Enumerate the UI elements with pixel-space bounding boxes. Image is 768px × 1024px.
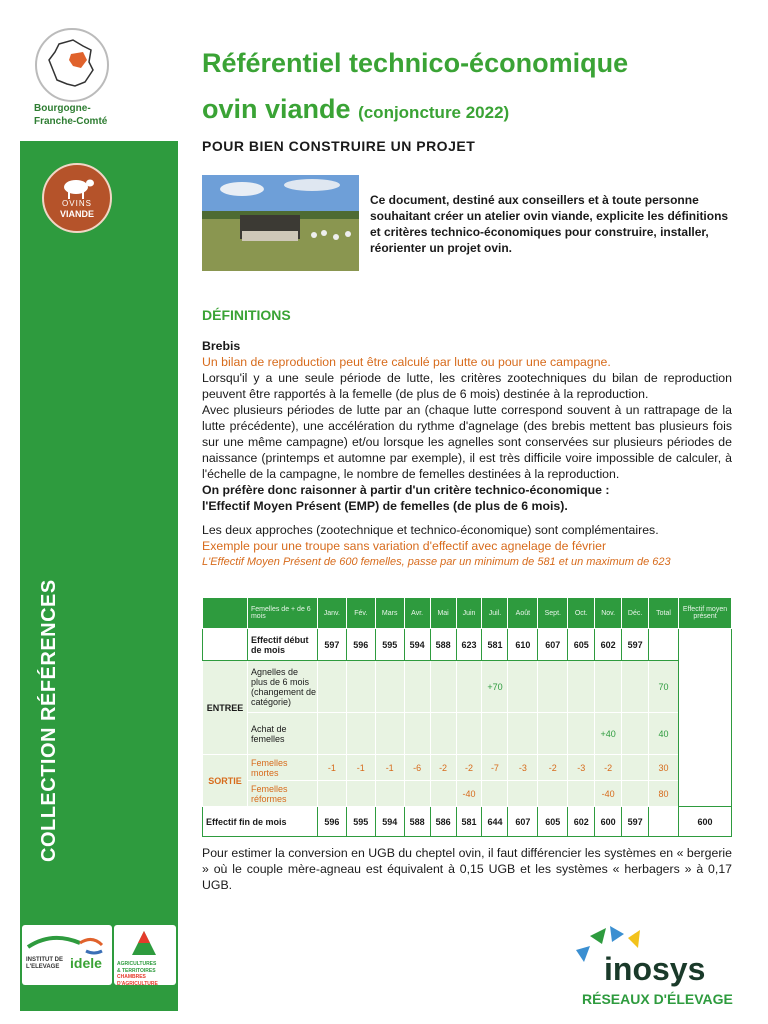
viande-label: VIANDE (59, 209, 94, 219)
definitions-body: Brebis Un bilan de reproduction peut être calculé par lutte ou pour une campagne. Lorsqu'il y a une seule période de lutte, les critères zootechniques du bilan de reproduction peuvent être rapportés à la femelle (de plus de 6 mois) destinée à la reproduction. Avec plusieurs périodes de lutte par an (chaque lutte correspond souvent à un rattrapage de la lutte précédente), une accélération du rythme d'agnelage (des brebis mettent bas plusieurs fois sur une même campagne) et/ou lorsque les agnelles sont conservées sur plusieurs périodes de naissance (printemps et automne par exemple), il est très difficile voire impossible de calculer, à l'échelle de la campagne, le nombre de femelles destinées à la reproduction. On préfère donc raisonner à partir d'un critère technico-économique : l'Effectif Moyen Présent (EMP) de femelles (de plus de 6 mois). Les deux approches (zootechnique et technico-économique) sont complémentaires. Exemple pour une troupe sans variation d'effectif avec agnelage de février L'Effectif Moyen Présent de 600 femelles, passe par un minimum de 581 et un maximum de 623 (202, 339, 732, 568)
intro-paragraph: Ce document, destiné aux conseillers et à toute personne souhaitant créer un atelier ovin viande, explicite les définitions et critères technico-économiques pour construire, installer, réorienter un projet ovin. (370, 193, 729, 255)
sheep-pasture-photo (202, 175, 359, 271)
reseaux-elevage-text: RÉSEAUX D'ÉLEVAGE (582, 991, 733, 1007)
definitions-heading: DÉFINITIONS (202, 307, 291, 323)
region-map-logo (35, 28, 109, 102)
table-row: ENTREE Agnelles de plus de 6 mois (changement de catégorie) +70 70 (203, 661, 732, 713)
table-row: Effectif fin de mois 596 595 594 588 586 581 644 607 605 602 600 597 600 (203, 807, 732, 837)
france-map-icon (37, 30, 107, 100)
table-header-row: Femelles de + de 6 mois Janv. Fév. Mars Avr. Mai Juin Juil. Août Sept. Oct. Nov. Déc. Total Effectif moyen présent (203, 598, 732, 629)
page-title: Référentiel technico-économique ovin viande (conjoncture 2022) (202, 48, 629, 124)
table-row: SORTIE Femelles mortes -1 -1 -1 -6 -2 -2 -7 -3 -2 -3 -2 30 (203, 755, 732, 781)
sheep-icon (44, 169, 110, 203)
chambres-agriculture-logo: AGRICULTURES & TERRITOIRES CHAMBRES D'AGRICULTURE (114, 925, 176, 985)
table-row: Femelles réformes -40 -40 80 (203, 781, 732, 807)
landscape-image (202, 175, 359, 271)
ovins-label: OVINS (62, 199, 92, 208)
collection-title: COLLECTION RÉFÉRENCES (38, 579, 60, 862)
table-row: Effectif début de mois 597 596 595 594 588 623 581 610 607 605 602 597 (203, 629, 732, 661)
idele-logo: INSTITUT DE L'ELEVAGE idele (22, 925, 112, 985)
title-conjoncture: (conjoncture 2022) (358, 103, 510, 122)
agri-emblem-icon (114, 925, 176, 959)
page-subtitle: POUR BIEN CONSTRUIRE UN PROJET (202, 138, 476, 154)
ovins-viande-logo (42, 163, 112, 233)
effectif-table (202, 597, 732, 837)
table-row: Achat de femelles +40 40 (203, 713, 732, 755)
brebis-heading: Brebis (202, 339, 241, 353)
inosys-text: inosys (604, 951, 706, 987)
region-name: Bourgogne- Franche-Comté (34, 103, 108, 127)
ugb-conversion-paragraph: Pour estimer la conversion en UGB du cheptel ovin, il faut différencier les systèmes en « bergerie » où le couple mère-agneau est équivalent à 0,15 UGB et les systèmes « herbagers » à 0,17 UGB. (202, 846, 732, 892)
idele-text: idele (70, 955, 102, 971)
